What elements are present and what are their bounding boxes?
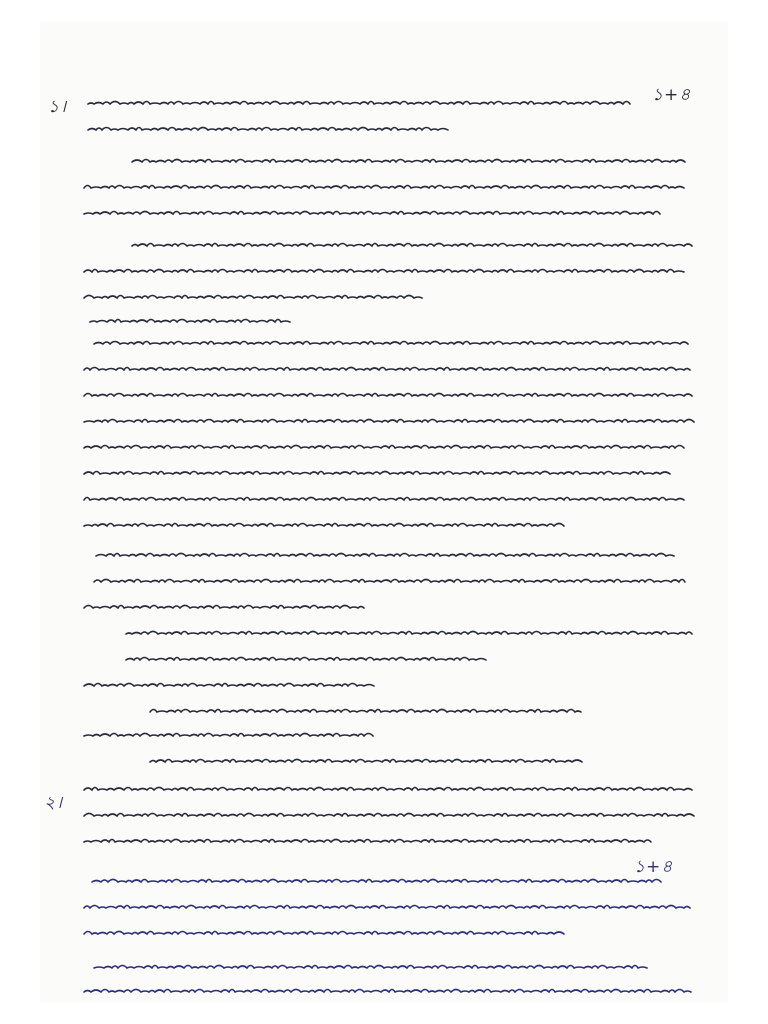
handwriting-line	[84, 840, 651, 843]
handwriting-line	[126, 658, 486, 661]
question-1-number: ১।	[48, 97, 68, 117]
handwriting-line	[84, 906, 690, 909]
handwriting-line	[132, 160, 685, 163]
handwriting-line	[94, 966, 647, 969]
handwriting-line	[94, 342, 688, 345]
handwriting-line	[84, 394, 692, 397]
handwriting-line	[84, 814, 694, 817]
answer-sheet	[40, 22, 728, 1002]
handwriting-line	[84, 498, 684, 501]
handwriting-line	[84, 368, 690, 371]
handwriting-line	[132, 244, 692, 247]
handwriting-line	[84, 932, 564, 935]
handwriting-line	[94, 580, 685, 583]
handwriting-line	[84, 606, 364, 609]
handwriting-line	[84, 684, 374, 687]
question-2-marks: ১+৪	[634, 857, 674, 877]
handwriting-line	[84, 420, 694, 423]
handwriting-line	[84, 734, 373, 737]
handwriting-line	[150, 710, 581, 713]
handwriting-line	[84, 212, 660, 215]
handwriting-line	[88, 128, 448, 131]
handwriting-line	[84, 186, 684, 189]
question-1-marks: ১+৪	[652, 85, 692, 105]
handwriting-line	[84, 296, 422, 299]
handwriting-line	[84, 990, 691, 993]
handwriting-line	[84, 472, 670, 475]
handwriting-line	[150, 760, 582, 763]
handwriting-line	[84, 524, 564, 527]
handwriting-line	[92, 880, 661, 883]
handwriting-line	[84, 446, 684, 449]
handwriting-line	[84, 270, 684, 273]
handwriting-lines	[40, 22, 728, 1002]
handwriting-line	[84, 788, 692, 791]
handwriting-line	[126, 632, 692, 635]
handwriting-line	[96, 554, 674, 557]
question-2-number: ২।	[44, 793, 64, 813]
handwriting-line	[90, 320, 290, 323]
handwriting-line	[88, 102, 630, 105]
